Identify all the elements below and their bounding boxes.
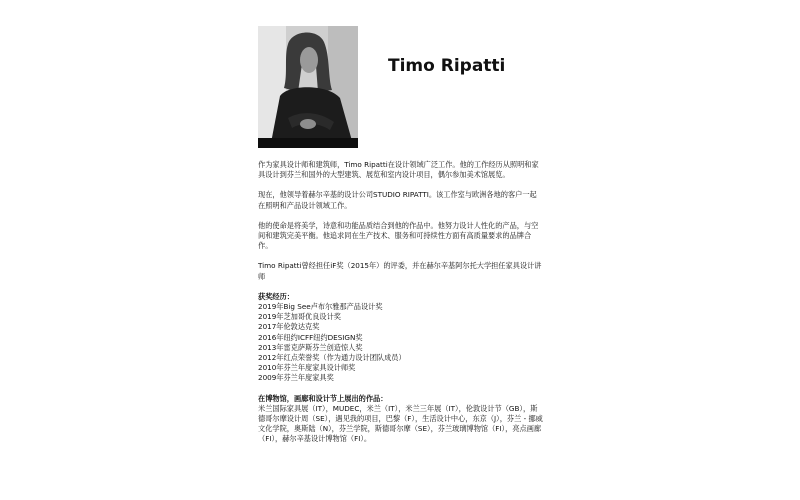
award-item: 2016年纽约ICFF纽约DESIGN奖	[258, 332, 363, 342]
bio-paragraph: 作为家具设计师和建筑师，Timo Ripatti在设计领域广泛工作。他的工作经历从照明和家具设计到芬兰和国外的大型建筑、展览和室内设计项目，偶尔参加美术馆展览。	[258, 160, 539, 180]
award-item: 2019年芝加哥优良设计奖	[258, 312, 341, 322]
award-item: 2013年雷克萨斯芬兰创造惊人奖	[258, 342, 363, 352]
exhibitions-title: 在博物馆，画廊和设计节上展出的作品：	[258, 393, 388, 403]
exhibitions-text: 米兰国际家具展（IT），MUDEC，米兰（IT），米兰三年展（IT），伦敦设计节（GB），斯德哥尔摩设计周（SE），遇见我的项目，巴黎（F），生活设计中心，东京（J），芬兰 - 挪威文化学院，奥斯陆（N），芬兰学院，斯德哥尔摩（SE），芬兰玻璃博物馆（FI），亮点画廊（FI），赫尔辛基设计博物馆（FI）。	[258, 403, 543, 444]
award-item: 2012年红点荣誉奖（作为通力设计团队成员）	[258, 353, 406, 363]
bio-paragraph: 现在，他领导着赫尔辛基的设计公司STUDIO RIPATTI。该工作室与欧洲各地的客户一起在照明和产品设计领域工作。	[258, 190, 537, 210]
person-name: Timo Ripatti	[388, 56, 506, 76]
award-item: 2019年Big See卢布尔雅那产品设计奖	[258, 302, 383, 312]
award-item: 2009年芬兰年度家具奖	[258, 373, 334, 383]
awards-list	[258, 302, 543, 384]
bio-paragraph: 他的使命是将美学，诗意和功能品质结合到他的作品中。他努力设计人性化的产品，与空间和建筑完美平衡。他追求同在生产技术、服务和可持续性方面有高质量要求的品牌合作。	[258, 220, 539, 251]
bio-paragraph: Timo Ripatti曾经担任iF奖（2015年）的评委，并在赫尔辛基阿尔托大学担任家具设计讲师	[258, 261, 542, 281]
awards-title: 获奖经历：	[258, 291, 294, 301]
award-item: 2010年芬兰年度家具设计师奖	[258, 363, 356, 373]
portrait-photo	[258, 26, 358, 148]
biography	[258, 160, 543, 445]
portrait-photo-icon	[258, 26, 358, 148]
award-item: 2017年伦敦达克奖	[258, 322, 320, 332]
